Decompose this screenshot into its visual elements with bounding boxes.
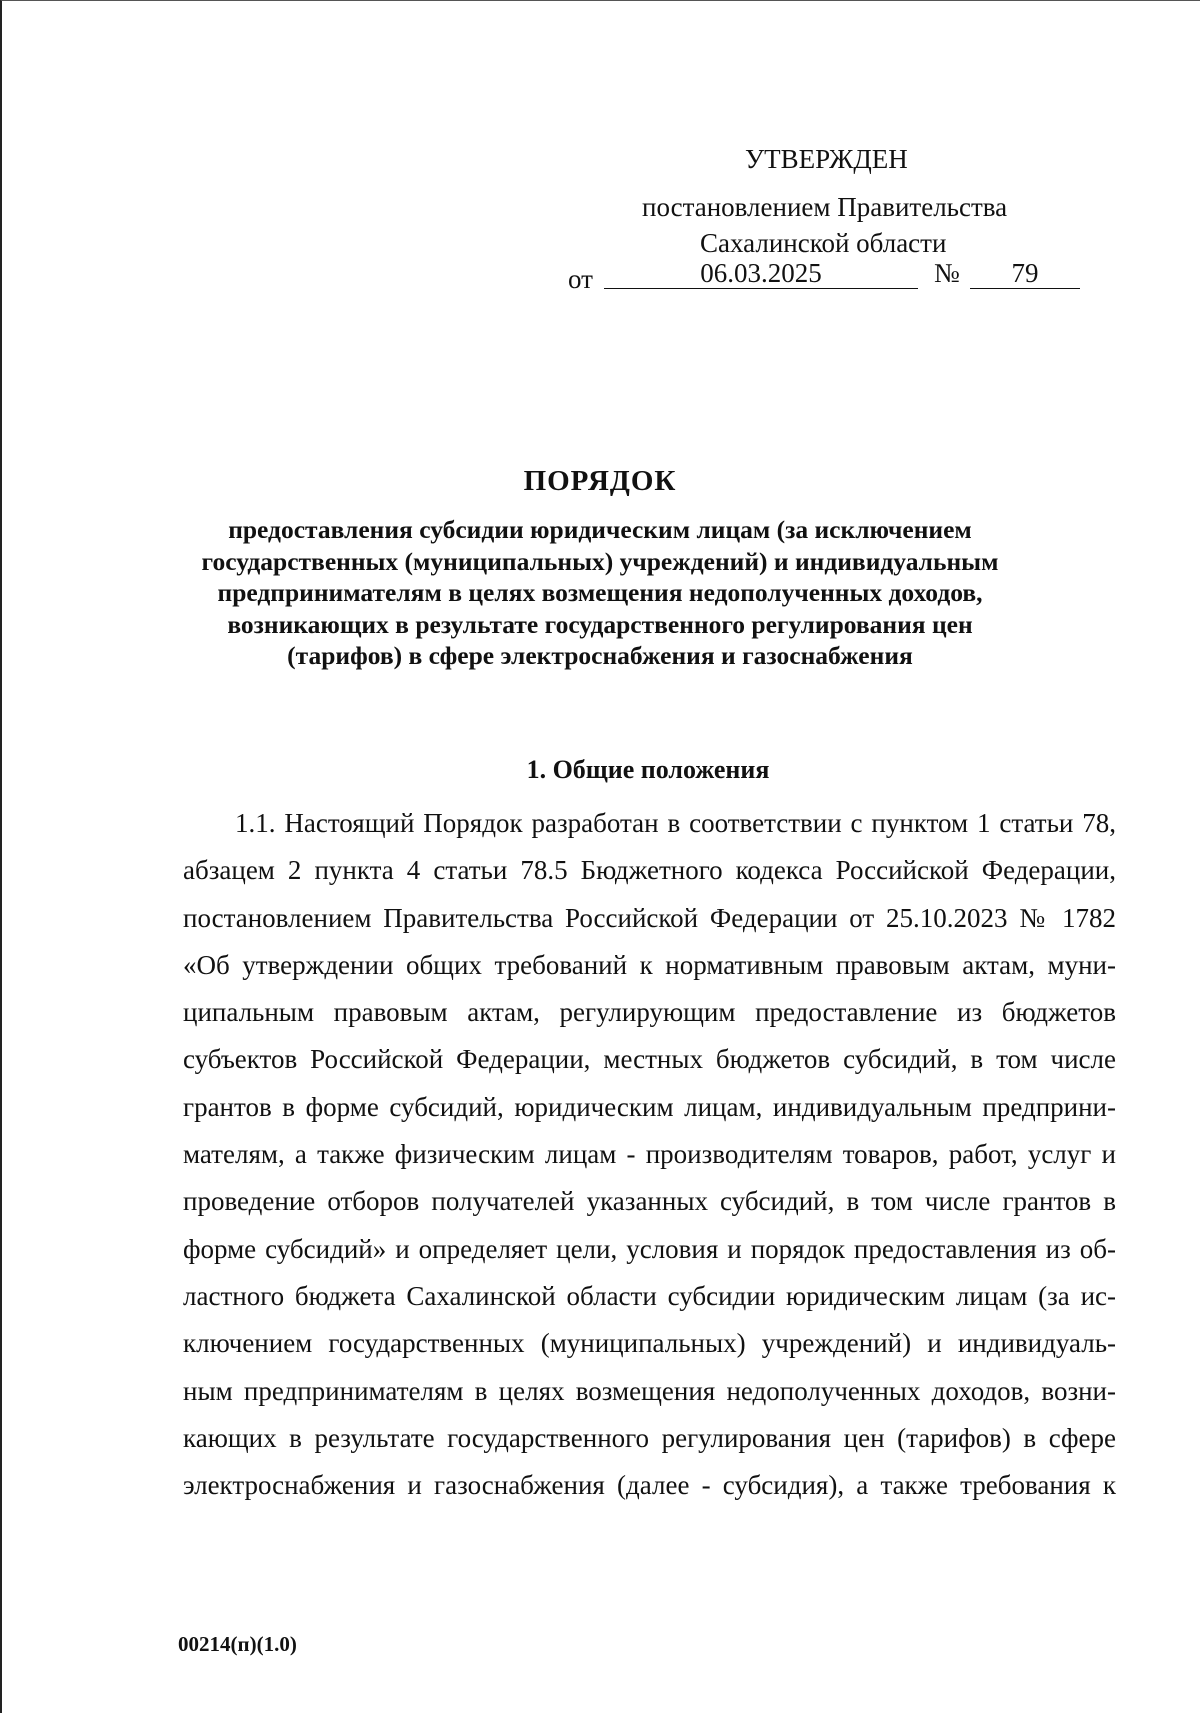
- subtitle-line: государственных (муниципальных) учреждений) и индивидуальным: [201, 546, 999, 576]
- paragraph-line: ластного бюджета Сахалинской области субсидии юридическим лицам (за ис-: [183, 1280, 1116, 1311]
- document-subtitle: [180, 514, 1020, 672]
- paragraph-line: ключением государственных (муниципальных) учреждений) и индивидуаль-: [183, 1328, 1116, 1359]
- paragraph-line: субъектов Российской Федерации, местных бюджетов субсидий, в том числе: [183, 1044, 1116, 1075]
- body-paragraph: [183, 800, 1116, 1509]
- paragraph-line: 1.1. Настоящий Порядок разработан в соответствии с пунктом 1 статьи 78,: [235, 808, 1116, 838]
- subtitle-line: предоставления субсидии юридическим лицам (за исключением: [228, 515, 972, 544]
- approval-date-number-row: [568, 258, 1128, 294]
- number-label: №: [934, 258, 960, 288]
- paragraph-line: электроснабжения и газоснабжения (далее - субсидия), а также требования к: [183, 1470, 1116, 1501]
- subtitle-line: (тарифов) в сфере электроснабжения и газоснабжения: [287, 641, 913, 670]
- paragraph-line: кающих в результате государственного регулирования цен (тарифов) в сфере: [183, 1422, 1116, 1453]
- document-title: ПОРЯДОК: [523, 465, 677, 497]
- paragraph-line: ципальным правовым актам, регулирующим предоставление из бюджетов: [183, 997, 1116, 1028]
- paragraph-line: проведение отборов получателей указанных субсидий, в том числе грантов в: [183, 1186, 1116, 1217]
- paragraph-line: постановлением Правительства Российской Федерации от 25.10.2023 № 1782: [183, 902, 1116, 933]
- paragraph-line: форме субсидий» и определяет цели, условия и порядок предоставления из об-: [183, 1233, 1116, 1264]
- date-label: от: [568, 264, 593, 294]
- paragraph-line: мателям, а также физическим лицам - производителям товаров, работ, услуг и: [183, 1139, 1116, 1170]
- paragraph-line: ным предпринимателям в целях возмещения недополученных доходов, возни-: [183, 1375, 1116, 1406]
- section-heading: 1. Общие положения: [526, 755, 770, 784]
- approval-date: 06.03.2025: [604, 258, 918, 289]
- approval-title: УТВЕРЖДЕН: [745, 144, 908, 174]
- subtitle-line: возникающих в результате государственного регулирования цен: [227, 609, 973, 639]
- paragraph-line: «Об утверждении общих требований к нормативным правовым актам, муни-: [183, 949, 1116, 980]
- paragraph-line: абзацем 2 пункта 4 статьи 78.5 Бюджетного кодекса Российской Федерации,: [183, 855, 1116, 886]
- paragraph-line: грантов в форме субсидий, юридическим лицам, индивидуальным предприни-: [183, 1091, 1116, 1122]
- approval-line-2: Сахалинской области: [700, 228, 947, 258]
- subtitle-line: предпринимателям в целях возмещения недополученных доходов,: [217, 578, 983, 607]
- approval-number: 79: [970, 258, 1080, 289]
- document-code: 00214(п)(1.0): [178, 1632, 297, 1656]
- approval-line-1: постановлением Правительства: [642, 192, 1008, 222]
